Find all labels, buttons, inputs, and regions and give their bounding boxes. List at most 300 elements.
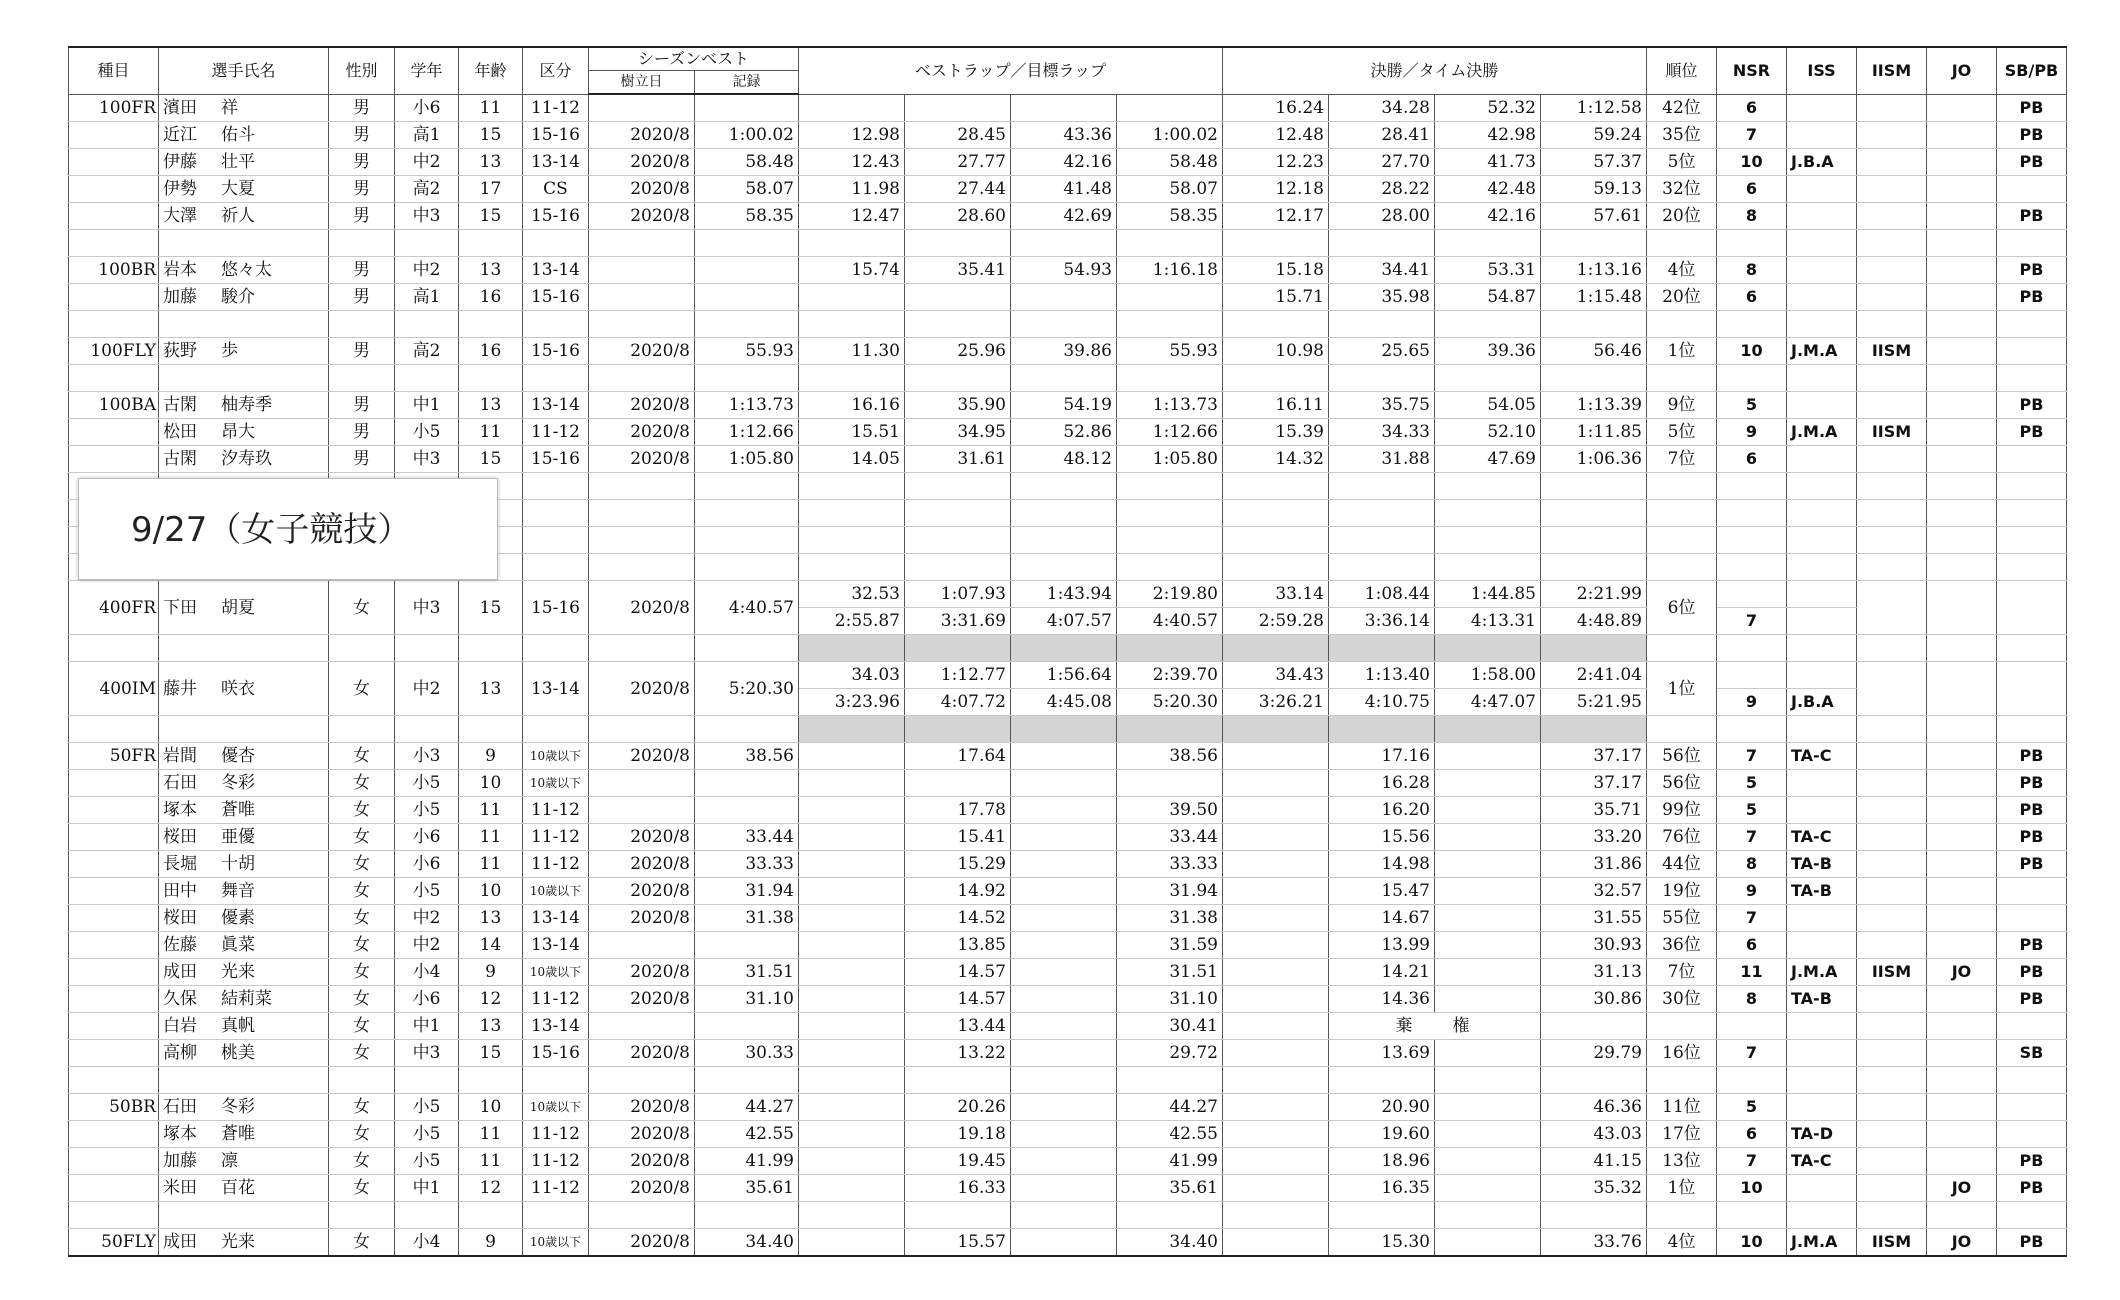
iss-cell: [1787, 94, 1857, 122]
empty-cell: [395, 1067, 459, 1094]
final-split-cell: 13.99: [1329, 932, 1435, 959]
empty-cell: [1647, 473, 1717, 500]
lap-cell: [1011, 986, 1117, 1013]
empty-cell: [1435, 365, 1541, 392]
lap-cell: 52.86: [1011, 419, 1117, 446]
iism-cell: [1857, 581, 1927, 635]
empty-cell: [1857, 473, 1927, 500]
empty-cell: [1117, 1202, 1223, 1229]
empty-cell: [329, 635, 395, 662]
last-name: 近江: [163, 125, 197, 145]
lap-cell: [1011, 1175, 1117, 1202]
iism-cell: [1857, 203, 1927, 230]
lap-cell: 2:19.80: [1117, 581, 1223, 608]
swimmer-name-cell: [159, 662, 329, 716]
swimmer-name-cell: [159, 932, 329, 959]
iss-cell: [1787, 608, 1857, 635]
event-cell: 50FR: [69, 743, 159, 770]
final-split-cell: 18.96: [1329, 1148, 1435, 1175]
empty-cell: [1435, 473, 1541, 500]
lap-cell: [799, 1040, 905, 1067]
empty-cell: [69, 1067, 159, 1094]
iss-cell: J.M.A: [1787, 419, 1857, 446]
age-cell: 15: [459, 122, 523, 149]
age-cell: 13: [459, 392, 523, 419]
jo-cell: [1927, 1094, 1997, 1121]
table-row: [69, 1067, 2067, 1094]
empty-cell: [395, 365, 459, 392]
lap-cell: 48.12: [1011, 446, 1117, 473]
empty-cell: [1787, 554, 1857, 581]
sb-record-cell: [695, 1013, 799, 1040]
lap-cell: 34.03: [799, 662, 905, 689]
empty-cell: [799, 473, 905, 500]
swimmer-name-cell: [159, 1121, 329, 1148]
sex-cell: 男: [329, 203, 395, 230]
withdrawn-cell: 棄権: [1329, 1013, 1541, 1040]
empty-cell: [1927, 311, 1997, 338]
empty-cell: [1011, 473, 1117, 500]
final-split-cell: 1:58.00: [1435, 662, 1541, 689]
rank-cell: 20位: [1647, 284, 1717, 311]
sbpb-cell: [1997, 446, 2067, 473]
first-name: 十胡: [221, 854, 255, 874]
empty-cell: [1329, 230, 1435, 257]
lap-cell: [799, 905, 905, 932]
final-split-cell: 57.61: [1541, 203, 1647, 230]
sex-cell: 女: [329, 1148, 395, 1175]
age-cell: 12: [459, 1175, 523, 1202]
empty-cell: [1011, 554, 1117, 581]
sex-cell: 男: [329, 392, 395, 419]
grade-cell: 高2: [395, 338, 459, 365]
iism-cell: [1857, 797, 1927, 824]
swimmer-name-cell: [159, 446, 329, 473]
event-cell: [69, 986, 159, 1013]
iism-cell: [1857, 662, 1927, 716]
first-name: 亜優: [221, 827, 255, 847]
table-row: [69, 311, 2067, 338]
header-iss: ISS: [1787, 47, 1857, 94]
split-cell: 5:21.95: [1541, 689, 1647, 716]
empty-cell: [1117, 527, 1223, 554]
swimmer-name-cell: [159, 824, 329, 851]
empty-cell: [1329, 554, 1435, 581]
split-cell: 4:47.07: [1435, 689, 1541, 716]
lap-cell: 13.85: [905, 932, 1011, 959]
sex-cell: 女: [329, 1229, 395, 1257]
lap-cell: [1011, 824, 1117, 851]
iss-cell: J.B.A: [1787, 149, 1857, 176]
last-name: 佐藤: [163, 935, 197, 955]
empty-cell: [523, 230, 589, 257]
empty-cell: [1117, 554, 1223, 581]
empty-cell: [695, 635, 799, 662]
iss-cell: TA-C: [1787, 1148, 1857, 1175]
empty-cell: [589, 1067, 695, 1094]
final-split-cell: 17.16: [1329, 743, 1435, 770]
lap-cell: [799, 932, 905, 959]
lap-cell: [799, 986, 905, 1013]
table-row: [69, 365, 2067, 392]
lap-cell: 15.29: [905, 851, 1011, 878]
final-split-cell: [1435, 1175, 1541, 1202]
empty-cell: [1997, 500, 2067, 527]
first-name: 佑斗: [221, 125, 255, 145]
swimmer-name-cell: [159, 284, 329, 311]
first-name: 百花: [221, 1178, 255, 1198]
swimmer-name-cell: [159, 851, 329, 878]
empty-cell: [905, 230, 1011, 257]
empty-cell: [1541, 635, 1647, 662]
lap-cell: 15.57: [905, 1229, 1011, 1257]
lap-cell: 39.50: [1117, 797, 1223, 824]
final-split-cell: [1223, 905, 1329, 932]
empty-cell: [1329, 500, 1435, 527]
sb-record-cell: [695, 932, 799, 959]
iism-cell: [1857, 851, 1927, 878]
jo-cell: [1927, 257, 1997, 284]
jo-cell: [1927, 986, 1997, 1013]
empty-cell: [1541, 554, 1647, 581]
sex-cell: 女: [329, 1040, 395, 1067]
nsr-cell: 5: [1717, 392, 1787, 419]
last-name: 成田: [163, 1232, 197, 1252]
empty-cell: [1647, 554, 1717, 581]
nsr-cell: 7: [1717, 608, 1787, 635]
final-split-cell: 13.69: [1329, 1040, 1435, 1067]
final-split-cell: [1435, 851, 1541, 878]
nsr-cell: 8: [1717, 203, 1787, 230]
empty-cell: [459, 365, 523, 392]
sb-date-cell: 2020/8: [589, 392, 695, 419]
empty-cell: [1997, 716, 2067, 743]
empty-cell: [1541, 230, 1647, 257]
rank-cell: [1647, 1013, 1717, 1040]
grade-cell: 小6: [395, 851, 459, 878]
event-cell: [69, 203, 159, 230]
last-name: 高柳: [163, 1043, 197, 1063]
lap-cell: [905, 770, 1011, 797]
event-cell: [69, 446, 159, 473]
empty-cell: [799, 1067, 905, 1094]
sex-cell: 女: [329, 851, 395, 878]
empty-cell: [1011, 311, 1117, 338]
empty-cell: [1647, 635, 1717, 662]
empty-cell: [1329, 311, 1435, 338]
event-cell: [69, 824, 159, 851]
lap-cell: [799, 878, 905, 905]
category-cell: 15-16: [523, 1040, 589, 1067]
lap-cell: 11.98: [799, 176, 905, 203]
empty-cell: [589, 1202, 695, 1229]
empty-cell: [1117, 230, 1223, 257]
empty-cell: [589, 554, 695, 581]
event-cell: [69, 176, 159, 203]
first-name: 光来: [221, 962, 255, 982]
rank-cell: 19位: [1647, 878, 1717, 905]
empty-cell: [329, 716, 395, 743]
empty-cell: [1011, 635, 1117, 662]
empty-cell: [1927, 635, 1997, 662]
rank-cell: 1位: [1647, 662, 1717, 716]
final-split-cell: 15.47: [1329, 878, 1435, 905]
sb-date-cell: 2020/8: [589, 878, 695, 905]
final-split-cell: 27.70: [1329, 149, 1435, 176]
table-row: [69, 176, 2067, 203]
empty-cell: [695, 1202, 799, 1229]
sb-date-cell: 2020/8: [589, 581, 695, 635]
iss-cell: [1787, 392, 1857, 419]
lap-cell: [799, 94, 905, 122]
empty-cell: [459, 635, 523, 662]
final-split-cell: 15.18: [1223, 257, 1329, 284]
final-split-cell: [1223, 1094, 1329, 1121]
lap-cell: 2:39.70: [1117, 662, 1223, 689]
iss-cell: TA-B: [1787, 851, 1857, 878]
table-row: [69, 419, 2067, 446]
empty-cell: [1717, 554, 1787, 581]
empty-cell: [1787, 1202, 1857, 1229]
last-name: 塚本: [163, 800, 197, 820]
jo-cell: [1927, 824, 1997, 851]
grade-cell: 小5: [395, 797, 459, 824]
empty-cell: [1011, 716, 1117, 743]
lap-cell: 43.36: [1011, 122, 1117, 149]
final-split-cell: 34.28: [1329, 94, 1435, 122]
sb-record-cell: 58.35: [695, 203, 799, 230]
lap-cell: [1011, 851, 1117, 878]
empty-cell: [1857, 230, 1927, 257]
empty-cell: [1787, 635, 1857, 662]
iss-cell: J.M.A: [1787, 1229, 1857, 1257]
final-split-cell: 1:08.44: [1329, 581, 1435, 608]
rank-cell: 5位: [1647, 149, 1717, 176]
final-split-cell: [1223, 1148, 1329, 1175]
empty-cell: [799, 365, 905, 392]
last-name: 藤井: [163, 678, 197, 699]
table-row: [69, 338, 2067, 365]
sex-cell: 女: [329, 770, 395, 797]
lap-cell: 55.93: [1117, 338, 1223, 365]
header-sex: 性別: [329, 47, 395, 94]
age-cell: 16: [459, 338, 523, 365]
split-cell: 4:40.57: [1117, 608, 1223, 635]
lap-cell: 11.30: [799, 338, 905, 365]
lap-cell: 14.05: [799, 446, 905, 473]
split-cell: 4:07.72: [905, 689, 1011, 716]
empty-cell: [1117, 311, 1223, 338]
grade-cell: 小5: [395, 419, 459, 446]
iss-cell: [1787, 662, 1857, 689]
category-cell: 11-12: [523, 419, 589, 446]
final-split-cell: [1435, 770, 1541, 797]
lap-cell: 54.19: [1011, 392, 1117, 419]
lap-cell: 1:56.64: [1011, 662, 1117, 689]
grade-cell: 小4: [395, 1229, 459, 1257]
sb-date-cell: 2020/8: [589, 1094, 695, 1121]
lap-cell: 34.40: [1117, 1229, 1223, 1257]
final-split-cell: 46.36: [1541, 1094, 1647, 1121]
final-split-cell: 30.93: [1541, 932, 1647, 959]
sex-cell: 女: [329, 1013, 395, 1040]
iism-cell: [1857, 392, 1927, 419]
lap-cell: [1011, 959, 1117, 986]
lap-cell: 29.72: [1117, 1040, 1223, 1067]
first-name: 柚寿季: [221, 395, 272, 415]
category-cell: 10歳以下: [523, 959, 589, 986]
empty-cell: [1541, 716, 1647, 743]
split-cell: 3:26.21: [1223, 689, 1329, 716]
lap-cell: 31.59: [1117, 932, 1223, 959]
jo-cell: [1927, 392, 1997, 419]
grade-cell: 中1: [395, 1175, 459, 1202]
empty-cell: [799, 554, 905, 581]
final-split-cell: 29.79: [1541, 1040, 1647, 1067]
empty-cell: [1223, 1202, 1329, 1229]
final-split-cell: 15.39: [1223, 419, 1329, 446]
final-split-cell: 31.13: [1541, 959, 1647, 986]
jo-cell: [1927, 770, 1997, 797]
iss-cell: J.M.A: [1787, 959, 1857, 986]
nsr-cell: 8: [1717, 986, 1787, 1013]
table-row: [69, 446, 2067, 473]
empty-cell: [523, 635, 589, 662]
lap-cell: 28.45: [905, 122, 1011, 149]
lap-cell: 1:13.73: [1117, 392, 1223, 419]
table-row: [69, 932, 2067, 959]
lap-cell: 1:16.18: [1117, 257, 1223, 284]
nsr-cell: 7: [1717, 905, 1787, 932]
age-cell: 11: [459, 797, 523, 824]
empty-cell: [69, 230, 159, 257]
final-split-cell: 42.98: [1435, 122, 1541, 149]
final-split-cell: 34.41: [1329, 257, 1435, 284]
iism-cell: [1857, 149, 1927, 176]
final-split-cell: [1223, 932, 1329, 959]
rank-cell: 4位: [1647, 257, 1717, 284]
lap-cell: 12.98: [799, 122, 905, 149]
grade-cell: 中2: [395, 149, 459, 176]
final-split-cell: [1223, 986, 1329, 1013]
event-cell: [69, 1148, 159, 1175]
header-sb-record: 記録: [695, 71, 799, 95]
final-split-cell: 10.98: [1223, 338, 1329, 365]
sb-date-cell: [589, 770, 695, 797]
empty-cell: [159, 716, 329, 743]
age-cell: 9: [459, 743, 523, 770]
empty-cell: [69, 635, 159, 662]
empty-cell: [905, 716, 1011, 743]
table-row: [69, 1013, 2067, 1040]
table-row: [69, 1094, 2067, 1121]
final-split-cell: [1435, 1121, 1541, 1148]
nsr-cell: [1717, 1013, 1787, 1040]
empty-cell: [799, 1202, 905, 1229]
nsr-cell: 8: [1717, 257, 1787, 284]
nsr-cell: 10: [1717, 1229, 1787, 1257]
table-row: [69, 716, 2067, 743]
empty-cell: [1647, 500, 1717, 527]
iss-cell: [1787, 257, 1857, 284]
sb-record-cell: 33.33: [695, 851, 799, 878]
rank-cell: 56位: [1647, 743, 1717, 770]
empty-cell: [1435, 1202, 1541, 1229]
lap-cell: 35.90: [905, 392, 1011, 419]
category-cell: 11-12: [523, 851, 589, 878]
empty-cell: [459, 716, 523, 743]
final-split-cell: 15.56: [1329, 824, 1435, 851]
event-cell: [69, 770, 159, 797]
empty-cell: [1329, 1202, 1435, 1229]
category-cell: 11-12: [523, 824, 589, 851]
first-name: 冬彩: [221, 1097, 255, 1117]
jo-cell: [1927, 905, 1997, 932]
empty-cell: [1117, 500, 1223, 527]
sb-record-cell: 44.27: [695, 1094, 799, 1121]
sbpb-cell: PB: [1997, 203, 2067, 230]
table-row: [69, 905, 2067, 932]
header-sb-date: 樹立日: [589, 71, 695, 95]
lap-cell: [1011, 770, 1117, 797]
table-row: [69, 986, 2067, 1013]
swimmer-name-cell: [159, 905, 329, 932]
final-split-cell: 16.20: [1329, 797, 1435, 824]
jo-cell: [1927, 851, 1997, 878]
rank-cell: 35位: [1647, 122, 1717, 149]
final-split-cell: 16.11: [1223, 392, 1329, 419]
last-name: 長堀: [163, 854, 197, 874]
sbpb-cell: PB: [1997, 149, 2067, 176]
lap-cell: [799, 1175, 905, 1202]
lap-cell: [799, 743, 905, 770]
rank-cell: 5位: [1647, 419, 1717, 446]
sb-date-cell: 2020/8: [589, 203, 695, 230]
sex-cell: 女: [329, 932, 395, 959]
results-table: [68, 46, 2067, 1257]
age-cell: 13: [459, 257, 523, 284]
final-split-cell: 12.48: [1223, 122, 1329, 149]
empty-cell: [1117, 635, 1223, 662]
nsr-cell: 9: [1717, 689, 1787, 716]
empty-cell: [1927, 1067, 1997, 1094]
event-cell: [69, 851, 159, 878]
table-row: [69, 959, 2067, 986]
final-split-cell: [1435, 1040, 1541, 1067]
empty-cell: [1435, 500, 1541, 527]
empty-cell: [1857, 311, 1927, 338]
empty-cell: [1927, 365, 1997, 392]
iss-cell: [1787, 203, 1857, 230]
sb-record-cell: 33.44: [695, 824, 799, 851]
sb-record-cell: 30.33: [695, 1040, 799, 1067]
sb-date-cell: 2020/8: [589, 338, 695, 365]
lap-cell: [1011, 1121, 1117, 1148]
grade-cell: 小5: [395, 878, 459, 905]
grade-cell: 中1: [395, 1013, 459, 1040]
iism-cell: [1857, 1148, 1927, 1175]
final-split-cell: 54.05: [1435, 392, 1541, 419]
sex-cell: 女: [329, 959, 395, 986]
sex-cell: 男: [329, 419, 395, 446]
table-row: [69, 284, 2067, 311]
table-row: [69, 1040, 2067, 1067]
sex-cell: 女: [329, 878, 395, 905]
lap-cell: 12.43: [799, 149, 905, 176]
final-split-cell: 31.86: [1541, 851, 1647, 878]
lap-cell: [1011, 743, 1117, 770]
lap-cell: 13.22: [905, 1040, 1011, 1067]
